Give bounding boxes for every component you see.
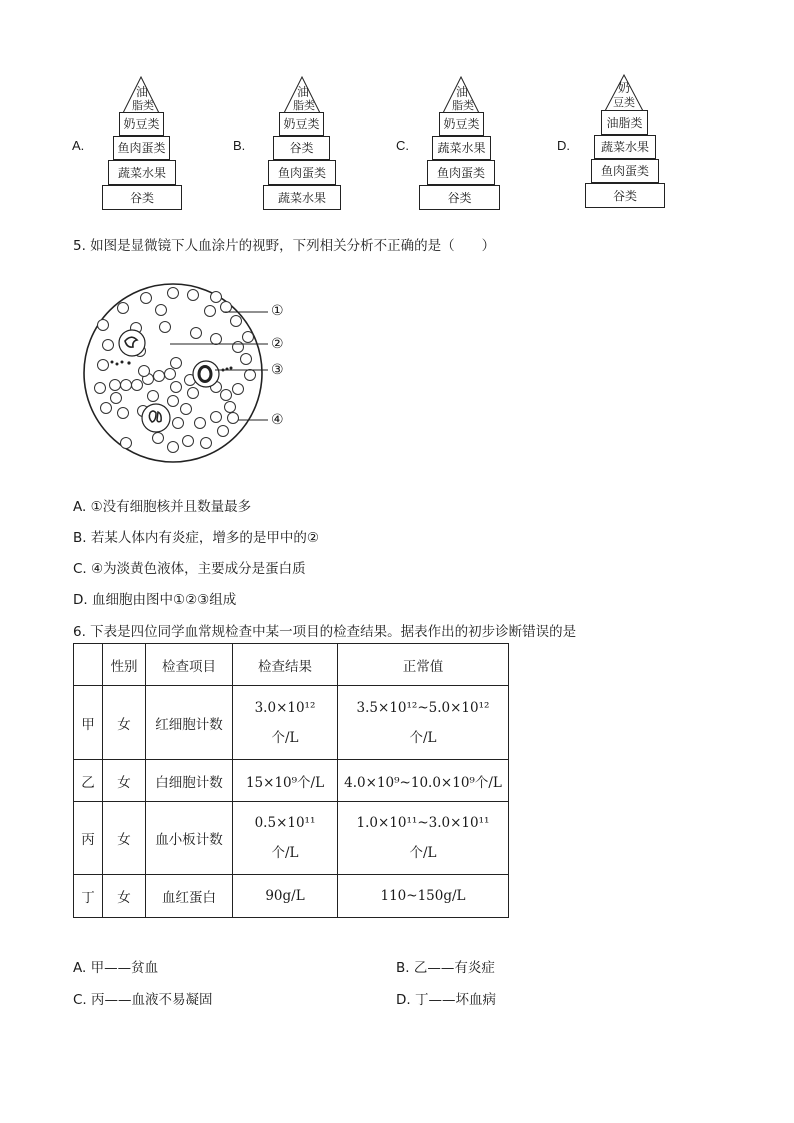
- row-normal: 4.0×10⁹~10.0×10⁹个/L: [338, 760, 509, 802]
- row-sex: 女: [103, 802, 146, 875]
- pyramid-level-4: 谷类: [585, 183, 665, 208]
- q6-stem: 6. 下表是四位同学血常规检查中某一项目的检查结果。据表作出的初步诊断错误的是: [73, 624, 577, 640]
- blood-test-table: [73, 643, 509, 918]
- q5-option-c[interactable]: C. ④为淡黄色液体，主要成分是蛋白质: [73, 561, 306, 577]
- pyramid-level-3: 蔬菜水果: [108, 160, 176, 185]
- option-letter: C.: [396, 138, 409, 153]
- header-cell: 检查项目: [146, 644, 233, 686]
- row-item: 血小板计数: [146, 802, 233, 875]
- pyramid-top-label: 奶: [617, 81, 630, 95]
- header-cell: 正常值: [338, 644, 509, 686]
- header-cell: 性别: [103, 644, 146, 686]
- row-sex: 女: [103, 760, 146, 802]
- row-name: 甲: [74, 686, 103, 760]
- pyramid-level-1: 奶豆类: [439, 112, 484, 136]
- row-normal: 1.0×10¹¹~3.0×10¹¹个/L: [338, 802, 509, 875]
- row-name: 丙: [74, 802, 103, 875]
- pyramid-level-4: 谷类: [102, 185, 182, 210]
- q6-option-b[interactable]: B. 乙——有炎症: [396, 960, 495, 976]
- row-sex: 女: [103, 875, 146, 918]
- pyramid-level-3: 鱼肉蛋类: [427, 160, 495, 185]
- pyramid-top-label-2: 脂类: [293, 99, 315, 112]
- pyramid-level-4: 谷类: [419, 185, 500, 210]
- row-item: 白细胞计数: [146, 760, 233, 802]
- row-result: 3.0×10¹²个/L: [233, 686, 338, 760]
- label-1: ①: [271, 303, 284, 319]
- pyramid-level-2: 蔬菜水果: [432, 136, 491, 160]
- pyramid-level-2: 谷类: [273, 136, 330, 160]
- row-sex: 女: [103, 686, 146, 760]
- option-letter: A.: [72, 138, 85, 153]
- pyramid-top-label: 油: [455, 85, 468, 99]
- q6-option-a[interactable]: A. 甲——贫血: [73, 960, 159, 976]
- pyramid-level-1: 奶豆类: [119, 112, 164, 136]
- pyramid-level-1: 油脂类: [601, 110, 648, 135]
- pyramid-level-4: 蔬菜水果: [263, 185, 341, 210]
- q6-option-d[interactable]: D. 丁——坏血病: [396, 992, 496, 1008]
- option-letter: D.: [557, 138, 570, 153]
- pyramid-level-3: 鱼肉蛋类: [591, 159, 659, 183]
- pyramid-top-label-2: 脂类: [132, 99, 154, 112]
- q5-option-b[interactable]: B. 若某人体内有炎症，增多的是甲中的②: [73, 530, 319, 546]
- pyramid-top-label: 油: [135, 85, 148, 99]
- row-result: 0.5×10¹¹个/L: [233, 802, 338, 875]
- pyramid-level-2: 蔬菜水果: [594, 135, 656, 159]
- table-row: [74, 802, 509, 875]
- label-3: ③: [271, 362, 284, 378]
- option-letter: B.: [233, 138, 246, 153]
- row-name: 乙: [74, 760, 103, 802]
- pyramid-level-2: 鱼肉蛋类: [113, 136, 170, 160]
- pyramid-top-label-2: 豆类: [613, 96, 635, 109]
- pyramid-level-1: 奶豆类: [279, 112, 324, 136]
- q5-option-a[interactable]: A. ①没有细胞核并且数量最多: [73, 499, 252, 515]
- row-normal: 110~150g/L: [338, 875, 509, 918]
- q6-option-c[interactable]: C. 丙——血液不易凝固: [73, 992, 213, 1008]
- pyramid-top-label-2: 脂类: [452, 99, 474, 112]
- pyramid-level-3: 鱼肉蛋类: [268, 160, 336, 185]
- header-cell: [74, 644, 103, 686]
- row-item: 红细胞计数: [146, 686, 233, 760]
- table-header-row: [74, 644, 509, 686]
- pyramid-top-label: 油: [296, 85, 309, 99]
- header-cell: 检查结果: [233, 644, 338, 686]
- row-result: 15×10⁹个/L: [233, 760, 338, 802]
- row-item: 血红蛋白: [146, 875, 233, 918]
- table-row: [74, 875, 509, 918]
- table-row: [74, 760, 509, 802]
- row-name: 丁: [74, 875, 103, 918]
- row-normal: 3.5×10¹²~5.0×10¹²个/L: [338, 686, 509, 760]
- q5-stem: 5. 如图是显微镜下人血涂片的视野，下列相关分析不正确的是（ ）: [73, 238, 496, 254]
- label-4: ④: [271, 412, 284, 428]
- table-row: [74, 686, 509, 760]
- label-2: ②: [271, 336, 284, 352]
- q5-option-d[interactable]: D. 血细胞由图中①②③组成: [73, 592, 237, 608]
- row-result: 90g/L: [233, 875, 338, 918]
